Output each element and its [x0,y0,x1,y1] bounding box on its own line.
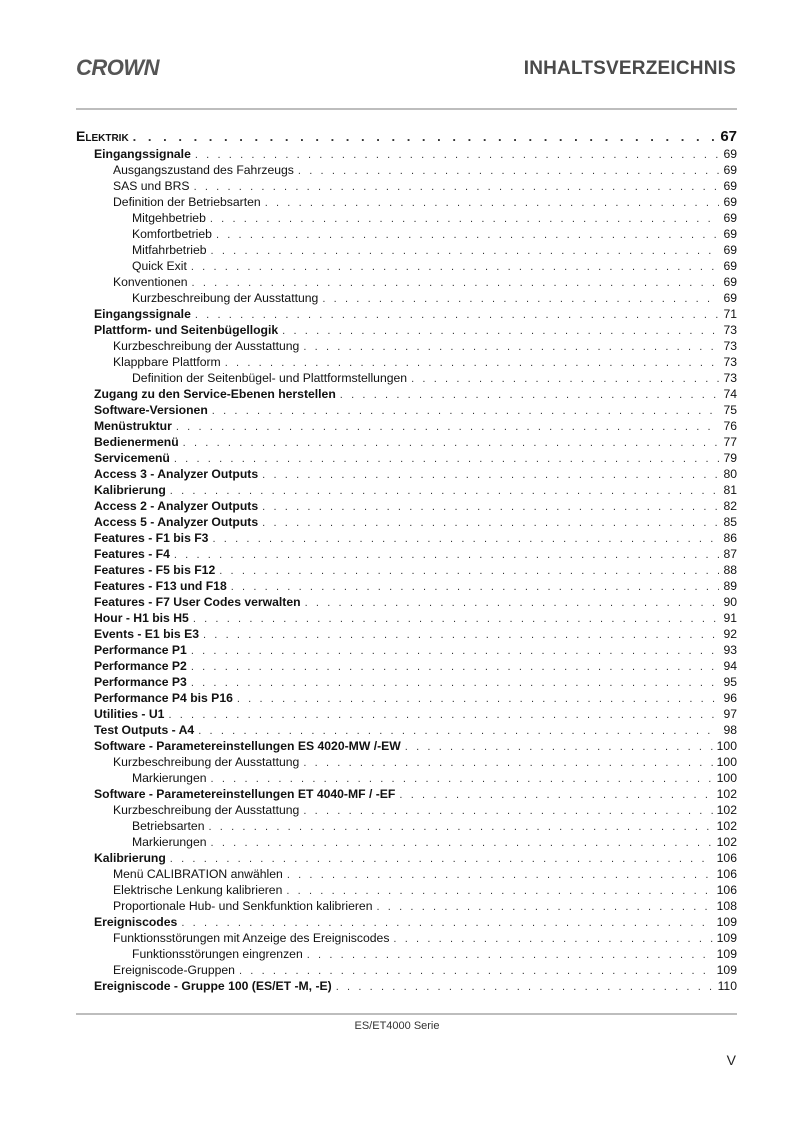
toc-entry[interactable] [76,354,737,370]
toc-leader [336,979,714,995]
toc-leader [210,211,720,227]
toc-leader [195,147,720,163]
toc-entry-page: 75 [723,403,737,417]
toc-leader [211,243,720,259]
toc-entry-page: 82 [723,499,737,513]
toc-leader [191,659,720,675]
toc-entry[interactable] [76,642,737,658]
toc-chapter-page: 67 [720,128,737,145]
toc-entry-title: Kalibrierung [94,851,166,865]
toc-entry-title: Definition der Betriebsarten [113,195,261,209]
toc-entry-page: 69 [723,147,737,161]
toc-entry-title: Features - F7 User Codes verwalten [94,595,301,609]
toc-leader [298,163,720,179]
toc-entry[interactable] [76,338,737,354]
footer-series: ES/ET4000 Serie [354,1020,440,1032]
footer-page-number: V [726,1052,736,1068]
toc-entry-title: Ereigniscode - Gruppe 100 (ES/ET -M, -E) [94,979,332,993]
toc-entry-title: Ereigniscode-Gruppen [113,963,235,977]
toc-leader [191,643,720,659]
toc-leader [262,467,719,483]
toc-entry-title: Events - E1 bis E3 [94,627,199,641]
toc-entry-page: 79 [723,451,737,465]
toc-chapter[interactable] [76,126,737,146]
toc-entry[interactable] [76,402,737,418]
toc-entry-title: Komfortbetrieb [132,227,212,241]
toc-entry-title: Ausgangszustand des Fahrzeugs [113,163,294,177]
toc-entry-page: 91 [723,611,737,625]
toc-leader [216,227,720,243]
toc-entry[interactable] [76,610,737,626]
toc-leader [198,723,719,739]
toc-entry[interactable] [76,626,737,642]
toc-entry[interactable] [76,722,737,738]
toc-entry-title: Definition der Seitenbügel- und Plattformstellungen [132,371,408,385]
toc-entry[interactable] [76,946,737,962]
header-divider [76,108,737,110]
toc-leader [340,387,720,403]
toc-entry-title: Software - Parametereinstellungen ES 4020-MW /-EW [94,739,401,753]
svg-text:CROWN: CROWN [76,57,160,79]
toc-entry-title: Performance P1 [94,643,187,657]
toc-entry[interactable] [76,770,737,786]
toc-entry-page: 96 [723,691,737,705]
toc-leader [209,819,713,835]
toc-entry-page: 109 [716,931,737,945]
toc-entry-title: Klappbare Plattform [113,355,221,369]
toc-entry[interactable] [76,578,737,594]
toc-entry-page: 73 [723,355,737,369]
toc-leader [262,499,719,515]
toc-leader [212,403,720,419]
toc-leader [262,515,719,531]
toc-leader [203,627,719,643]
toc-leader [219,563,719,579]
toc-entry[interactable] [76,546,737,562]
toc-entry-page: 100 [716,771,737,785]
toc-entry-page: 110 [717,979,737,993]
toc-entry[interactable] [76,962,737,978]
toc-entry-title: SAS und BRS [113,179,190,193]
toc-entry-title: Features - F4 [94,547,170,561]
toc-entry-title: Kurzbeschreibung der Ausstattung [113,339,300,353]
toc-entry-page: 76 [723,419,737,433]
toc-leader [376,899,712,915]
toc-leader [211,771,713,787]
toc-entry-page: 100 [716,755,737,769]
toc-entry-page: 80 [723,467,737,481]
toc-leader [225,355,720,371]
toc-leader [393,931,712,947]
crown-logo [76,57,160,79]
toc-entry-title: Access 5 - Analyzer Outputs [94,515,259,529]
toc-entry-title: Funktionsstörungen eingrenzen [132,947,303,961]
toc-entry-page: 98 [723,723,737,737]
toc-entry[interactable] [76,882,737,898]
toc-entry-page: 93 [723,643,737,657]
toc-leader [305,595,720,611]
toc-entry[interactable] [76,258,737,274]
toc-leader [170,851,713,867]
toc-leader [237,691,720,707]
toc-entry-title: Kurzbeschreibung der Ausstattung [113,755,300,769]
toc-entry[interactable] [76,418,737,434]
toc-entry-page: 85 [723,515,737,529]
toc-entry-title: Plattform- und Seitenbügellogik [94,323,279,337]
toc-entry-title: Ereigniscodes [94,915,178,929]
toc-leader [174,547,720,563]
toc-entry[interactable] [76,754,737,770]
toc-entry-page: 86 [723,531,737,545]
toc-entry-title: Access 2 - Analyzer Outputs [94,499,259,513]
toc-entry-page: 97 [723,707,737,721]
toc-entry-page: 102 [716,835,737,849]
toc-entry-page: 87 [723,547,737,561]
toc-leader [192,275,720,291]
toc-entry-title: Menüstruktur [94,419,172,433]
toc-entry[interactable] [76,210,737,226]
toc-entry-page: 95 [723,675,737,689]
toc-entry-title: Kurzbeschreibung der Ausstattung [132,291,319,305]
toc-entry[interactable] [76,434,737,450]
table-of-contents [76,126,737,994]
toc-entry-page: 69 [723,259,737,273]
toc-leader [405,739,713,755]
toc-leader [303,755,712,771]
toc-leader [322,291,719,307]
toc-entry-title: Test Outputs - A4 [94,723,195,737]
toc-leader [303,803,712,819]
toc-entry-title: Mitfahrbetrieb [132,243,207,257]
toc-entry[interactable] [76,162,737,178]
toc-entry[interactable] [76,306,737,322]
toc-entry[interactable] [76,514,737,530]
toc-leader [307,947,713,963]
toc-entry[interactable] [76,930,737,946]
toc-entry-title: Quick Exit [132,259,187,273]
page-title: INHALTSVERZEICHNIS [523,58,736,79]
toc-entry-page: 92 [723,627,737,641]
toc-entry-title: Software-Versionen [94,403,208,417]
toc-entry-title: Elektrische Lenkung kalibrieren [113,883,283,897]
toc-entry-title: Features - F13 und F18 [94,579,227,593]
toc-entry-title: Kurzbeschreibung der Ausstattung [113,803,300,817]
toc-entry-title: Zugang zu den Service-Ebenen herstellen [94,387,336,401]
toc-leader [239,963,713,979]
toc-entry[interactable] [76,482,737,498]
toc-entry-page: 74 [723,387,737,401]
toc-entry-page: 102 [716,787,737,801]
toc-entry[interactable] [76,466,737,482]
toc-entry[interactable] [76,322,737,338]
toc-leader [133,127,717,147]
toc-entry[interactable] [76,690,737,706]
toc-entry[interactable] [76,674,737,690]
toc-entry[interactable] [76,530,737,546]
toc-entry[interactable] [76,738,737,754]
toc-entry-page: 77 [723,435,737,449]
toc-leader [282,323,719,339]
toc-entry-page: 102 [716,803,737,817]
toc-entry-page: 100 [716,739,737,753]
toc-entry[interactable] [76,706,737,722]
toc-entry-title: Proportionale Hub- und Senkfunktion kalibrieren [113,899,373,913]
toc-entry-title: Features - F1 bis F3 [94,531,209,545]
toc-entry-page: 69 [723,163,737,177]
toc-entry[interactable] [76,658,737,674]
toc-entry-title: Betriebsarten [132,819,205,833]
toc-entry-title: Performance P3 [94,675,187,689]
toc-leader [265,195,720,211]
toc-entry-page: 69 [723,291,737,305]
toc-entry-page: 94 [723,659,737,673]
toc-entry-title: Kalibrierung [94,483,166,497]
toc-entry-page: 90 [723,595,737,609]
toc-entry-page: 69 [723,195,737,209]
toc-entry-title: Software - Parametereinstellungen ET 4040-MF / -EF [94,787,396,801]
toc-entry[interactable] [76,370,737,386]
toc-entry-title: Performance P2 [94,659,187,673]
toc-entry-title: Hour - H1 bis H5 [94,611,189,625]
toc-entry[interactable] [76,898,737,914]
toc-entry-page: 73 [723,339,737,353]
footer-divider [76,1013,737,1015]
toc-entry-page: 109 [716,915,737,929]
toc-entry-page: 109 [716,963,737,977]
toc-entry[interactable] [76,786,737,802]
toc-entry[interactable] [76,498,737,514]
toc-entry-title: Konventionen [113,275,188,289]
toc-entry-page: 69 [723,227,737,241]
toc-entry-page: 109 [716,947,737,961]
toc-leader [176,419,720,435]
toc-leader [193,611,720,627]
toc-entry-title: Utilities - U1 [94,707,165,721]
toc-entry-title: Menü CALIBRATION anwählen [113,867,283,881]
toc-leader [183,435,720,451]
toc-entries [76,146,737,994]
toc-entry[interactable] [76,818,737,834]
toc-entry-page: 89 [723,579,737,593]
toc-leader [168,707,719,723]
toc-leader [411,371,719,387]
toc-entry-title: Markierungen [132,771,207,785]
toc-entry[interactable] [76,146,737,162]
toc-entry-page: 106 [716,867,737,881]
toc-entry[interactable] [76,802,737,818]
toc-entry-page: 69 [723,243,737,257]
toc-entry-page: 108 [716,899,737,913]
toc-entry[interactable] [76,978,737,994]
toc-entry-title: Servicemenü [94,451,170,465]
toc-entry-title: Performance P4 bis P16 [94,691,233,705]
toc-leader [231,579,720,595]
toc-leader [286,883,712,899]
toc-entry[interactable] [76,562,737,578]
toc-leader [191,675,720,691]
toc-entry-page: 69 [723,211,737,225]
toc-entry[interactable] [76,850,737,866]
toc-entry[interactable] [76,226,737,242]
toc-entry-title: Eingangssignale [94,307,191,321]
toc-entry-title: Bedienermenü [94,435,179,449]
toc-leader [399,787,712,803]
toc-entry[interactable] [76,242,737,258]
toc-entry[interactable] [76,386,737,402]
toc-entry-title: Access 3 - Analyzer Outputs [94,467,259,481]
toc-entry-title: Features - F5 bis F12 [94,563,216,577]
toc-leader [211,835,713,851]
toc-entry-page: 88 [723,563,737,577]
toc-entry-title: Markierungen [132,835,207,849]
toc-leader [195,307,720,323]
toc-entry-page: 81 [723,483,737,497]
toc-leader [287,867,713,883]
toc-entry-title: Mitgehbetrieb [132,211,206,225]
toc-entry-page: 102 [716,819,737,833]
toc-entry-page: 71 [723,307,737,321]
toc-leader [303,339,719,355]
toc-entry[interactable] [76,178,737,194]
toc-entry-title: Eingangssignale [94,147,191,161]
toc-entry-page: 106 [716,851,737,865]
toc-entry[interactable] [76,834,737,850]
toc-entry-page: 106 [716,883,737,897]
toc-entry[interactable] [76,450,737,466]
toc-entry-page: 73 [723,323,737,337]
toc-leader [191,259,720,275]
toc-leader [174,451,720,467]
toc-entry[interactable] [76,866,737,882]
toc-entry-page: 69 [723,179,737,193]
toc-entry-title: Funktionsstörungen mit Anzeige des Ereigniscodes [113,931,390,945]
toc-entry-page: 69 [723,275,737,289]
toc-leader [194,179,720,195]
toc-entry[interactable] [76,274,737,290]
toc-entry[interactable] [76,290,737,306]
toc-entry-page: 73 [723,371,737,385]
toc-leader [170,483,720,499]
toc-leader [212,531,719,547]
toc-entry[interactable] [76,194,737,210]
toc-chapter-title: Elektrik [76,128,129,144]
toc-leader [181,915,712,931]
toc-entry[interactable] [76,914,737,930]
toc-entry[interactable] [76,594,737,610]
